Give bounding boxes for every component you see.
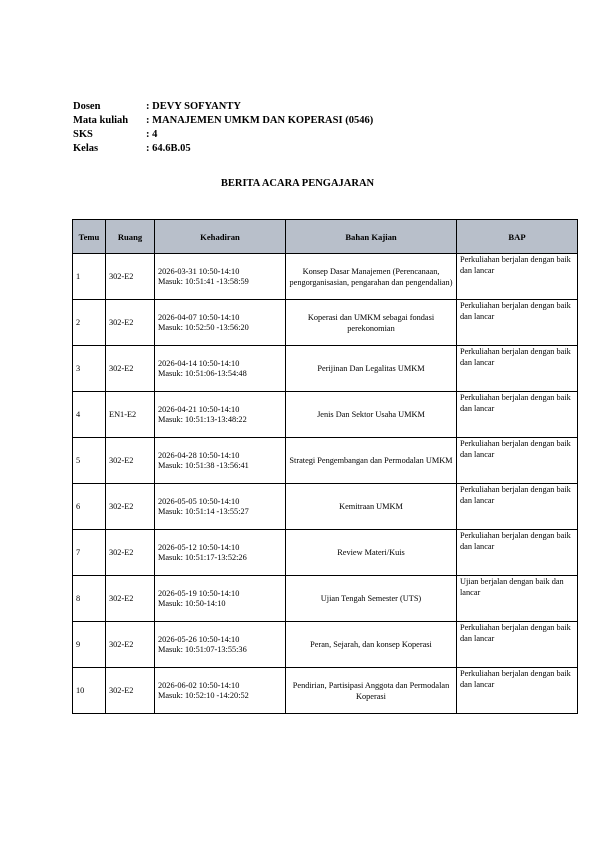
cell-bahan-kajian: Peran, Sejarah, dan konsep Koperasi	[286, 622, 457, 668]
table-row	[73, 346, 578, 392]
info-row-dosen	[73, 100, 373, 114]
cell-ruang: 302-E2	[106, 254, 155, 300]
table-row	[73, 668, 578, 714]
table-row	[73, 576, 578, 622]
table-row	[73, 300, 578, 346]
cell-temu: 1	[73, 254, 106, 300]
kelas-label: Kelas	[73, 143, 99, 154]
cell-bap: Perkuliahan berjalan dengan baik dan lancar	[457, 530, 578, 576]
table-row	[73, 484, 578, 530]
info-row-sks	[73, 128, 373, 142]
table-row	[73, 530, 578, 576]
masuk-text: Masuk: 10:51:06-13:54:48	[158, 368, 247, 378]
cell-bap: Perkuliahan berjalan dengan baik dan lancar	[457, 300, 578, 346]
cell-kehadiran	[155, 484, 286, 530]
cell-ruang: 302-E2	[106, 346, 155, 392]
cell-bahan-kajian: Review Materi/Kuis	[286, 530, 457, 576]
mata-kuliah-label: Mata kuliah	[73, 115, 129, 126]
jadwal-text: 2026-03-31 10:50-14:10	[158, 266, 240, 276]
cell-bap: Perkuliahan berjalan dengan baik dan lancar	[457, 438, 578, 484]
info-row-kelas	[73, 142, 373, 156]
cell-kehadiran	[155, 668, 286, 714]
jadwal-text: 2026-04-21 10:50-14:10	[158, 404, 240, 414]
masuk-text: Masuk: 10:51:38 -13:56:41	[158, 460, 249, 470]
table-row	[73, 254, 578, 300]
cell-bahan-kajian: Kemitraan UMKM	[286, 484, 457, 530]
cell-bap: Ujian berjalan dengan baik dan lancar	[457, 576, 578, 622]
masuk-text: Masuk: 10:51:41 -13:58:59	[158, 276, 249, 286]
cell-bap: Perkuliahan berjalan dengan baik dan lancar	[457, 622, 578, 668]
cell-kehadiran	[155, 576, 286, 622]
cell-bahan-kajian: Ujian Tengah Semester (UTS)	[286, 576, 457, 622]
column-header-bahan-kajian: Bahan Kajian	[286, 220, 457, 254]
cell-temu: 9	[73, 622, 106, 668]
cell-temu: 3	[73, 346, 106, 392]
cell-kehadiran	[155, 392, 286, 438]
jadwal-text: 2026-05-12 10:50-14:10	[158, 542, 240, 552]
table-header-row	[73, 220, 578, 254]
cell-ruang: 302-E2	[106, 622, 155, 668]
cell-temu: 6	[73, 484, 106, 530]
sks-value: : 4	[146, 129, 158, 140]
cell-temu: 4	[73, 392, 106, 438]
jadwal-text: 2026-06-02 10:50-14:10	[158, 680, 240, 690]
cell-ruang: 302-E2	[106, 576, 155, 622]
cell-kehadiran	[155, 622, 286, 668]
cell-temu: 5	[73, 438, 106, 484]
jadwal-text: 2026-05-05 10:50-14:10	[158, 496, 240, 506]
berita-acara-table	[72, 219, 578, 714]
masuk-text: Masuk: 10:52:50 -13:56:20	[158, 322, 249, 332]
jadwal-text: 2026-05-26 10:50-14:10	[158, 634, 240, 644]
masuk-text: Masuk: 10:51:13-13:48:22	[158, 414, 247, 424]
table-row	[73, 438, 578, 484]
column-header-ruang: Ruang	[106, 220, 155, 254]
cell-ruang: 302-E2	[106, 300, 155, 346]
cell-bahan-kajian: Pendirian, Partisipasi Anggota dan Permodalan Koperasi	[286, 668, 457, 714]
column-header-bap: BAP	[457, 220, 578, 254]
cell-kehadiran	[155, 254, 286, 300]
cell-kehadiran	[155, 438, 286, 484]
cell-bahan-kajian: Konsep Dasar Manajemen (Perencanaan, pengorganisasian, pengarahan dan pengendalian)	[286, 254, 457, 300]
table-row	[73, 622, 578, 668]
cell-ruang: EN1-E2	[106, 392, 155, 438]
cell-temu: 2	[73, 300, 106, 346]
masuk-text: Masuk: 10:51:07-13:55:36	[158, 644, 247, 654]
jadwal-text: 2026-04-28 10:50-14:10	[158, 450, 240, 460]
cell-ruang: 302-E2	[106, 484, 155, 530]
cell-kehadiran	[155, 530, 286, 576]
dosen-value: : DEVY SOFYANTY	[146, 101, 241, 112]
jadwal-text: 2026-04-14 10:50-14:10	[158, 358, 240, 368]
cell-kehadiran	[155, 346, 286, 392]
cell-bahan-kajian: Strategi Pengembangan dan Permodalan UMKM	[286, 438, 457, 484]
cell-bap: Perkuliahan berjalan dengan baik dan lancar	[457, 254, 578, 300]
cell-ruang: 302-E2	[106, 668, 155, 714]
cell-temu: 8	[73, 576, 106, 622]
cell-ruang: 302-E2	[106, 530, 155, 576]
masuk-text: Masuk: 10:51:14 -13:55:27	[158, 506, 249, 516]
cell-kehadiran	[155, 300, 286, 346]
cell-bap: Perkuliahan berjalan dengan baik dan lancar	[457, 392, 578, 438]
cell-bahan-kajian: Koperasi dan UMKM sebagai fondasi perekonomian	[286, 300, 457, 346]
cell-bap: Perkuliahan berjalan dengan baik dan lancar	[457, 668, 578, 714]
course-info	[73, 100, 373, 156]
mata-kuliah-value: : MANAJEMEN UMKM DAN KOPERASI (0546)	[146, 115, 374, 126]
kelas-value: : 64.6B.05	[146, 143, 191, 154]
masuk-text: Masuk: 10:51:17-13:52:26	[158, 552, 247, 562]
info-row-mata-kuliah	[73, 114, 373, 128]
dosen-label: Dosen	[73, 101, 101, 112]
column-header-kehadiran: Kehadiran	[155, 220, 286, 254]
cell-bahan-kajian: Jenis Dan Sektor Usaha UMKM	[286, 392, 457, 438]
cell-temu: 7	[73, 530, 106, 576]
sks-label: SKS	[73, 129, 93, 140]
cell-temu: 10	[73, 668, 106, 714]
masuk-text: Masuk: 10:52:10 -14:20:52	[158, 690, 249, 700]
document-title: BERITA ACARA PENGAJARAN	[220, 178, 375, 189]
cell-bap: Perkuliahan berjalan dengan baik dan lancar	[457, 484, 578, 530]
cell-ruang: 302-E2	[106, 438, 155, 484]
jadwal-text: 2026-05-19 10:50-14:10	[158, 588, 240, 598]
jadwal-text: 2026-04-07 10:50-14:10	[158, 312, 240, 322]
cell-bahan-kajian: Perijinan Dan Legalitas UMKM	[286, 346, 457, 392]
table-row	[73, 392, 578, 438]
column-header-temu: Temu	[73, 220, 106, 254]
cell-bap: Perkuliahan berjalan dengan baik dan lancar	[457, 346, 578, 392]
masuk-text: Masuk: 10:50-14:10	[158, 598, 226, 608]
